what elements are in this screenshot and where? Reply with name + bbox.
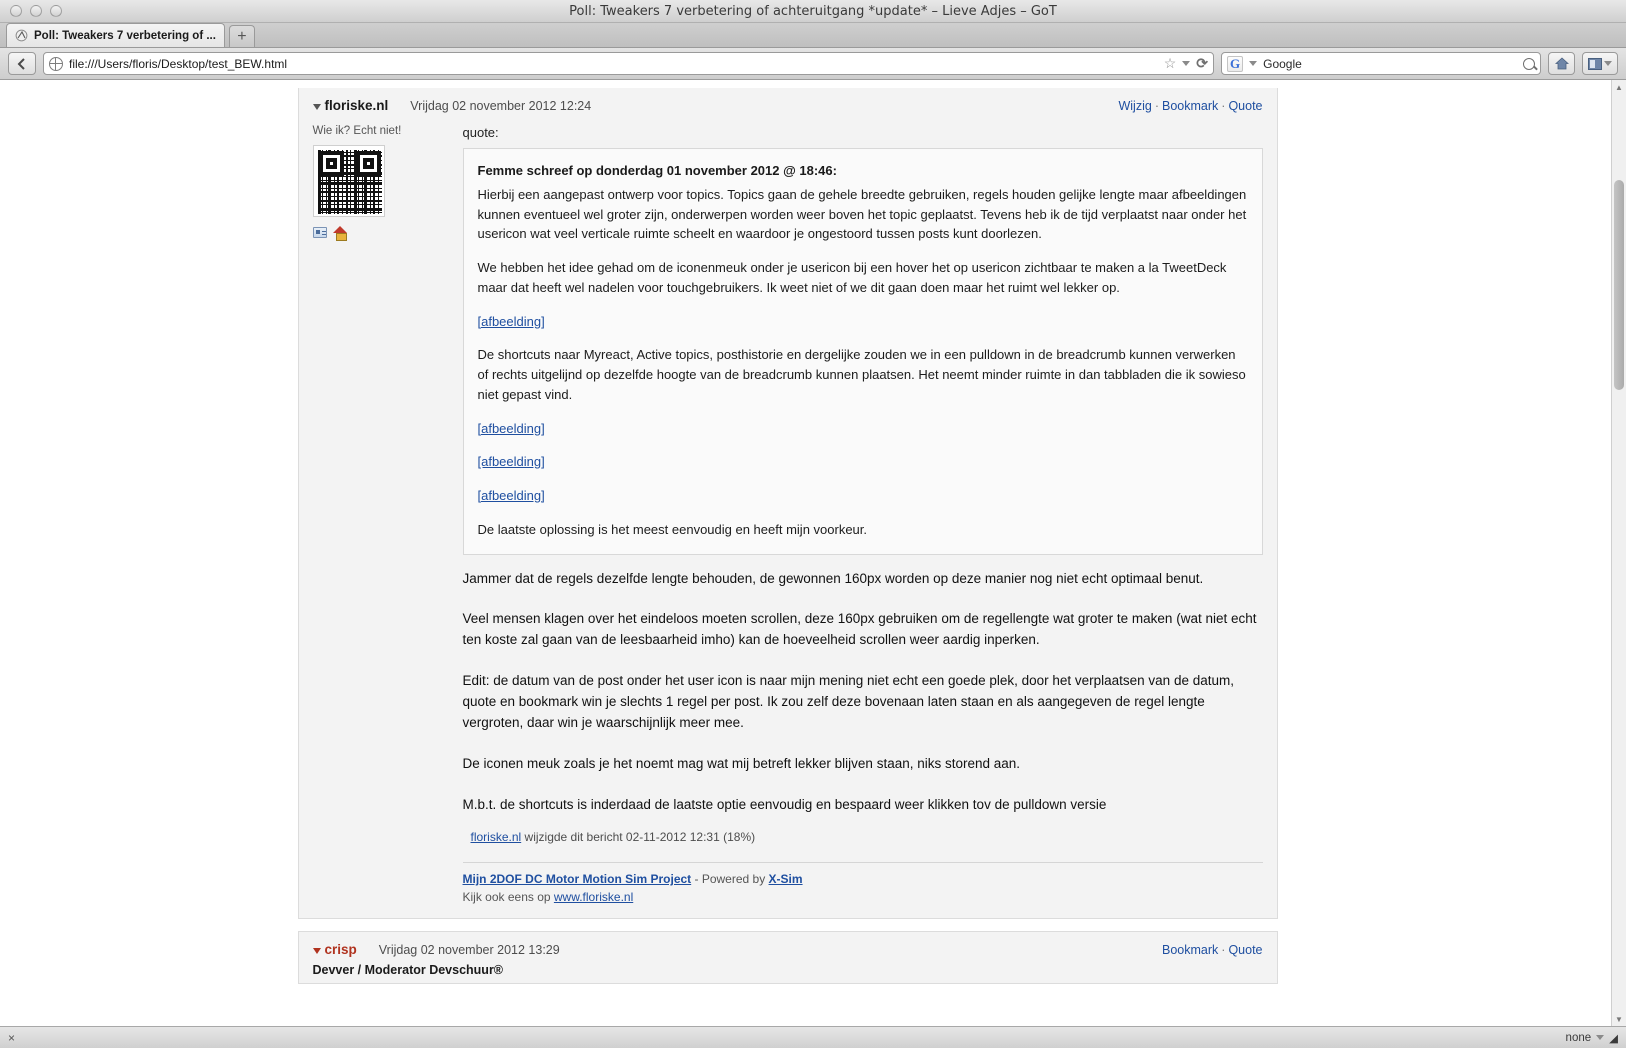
signature-site-text: Kijk ook eens op [462, 889, 554, 904]
edit-note-author-link[interactable]: floriske.nl [470, 829, 522, 844]
new-tab-button[interactable]: + [229, 25, 255, 47]
quote-block [463, 148, 1263, 555]
image-placeholder-link[interactable]: [afbeelding] [477, 488, 545, 503]
navigation-toolbar [0, 48, 1626, 80]
page-content-area [0, 80, 1626, 1026]
chevron-down-icon[interactable] [1182, 61, 1190, 66]
image-placeholder-link[interactable]: [afbeelding] [477, 420, 545, 436]
bookmark-star-icon[interactable]: ☆ [1163, 55, 1177, 71]
scrollbar-thumb[interactable] [1614, 180, 1624, 390]
reader-toolbar-button[interactable] [1582, 52, 1618, 75]
post-author-name[interactable]: crisp [324, 941, 357, 957]
quote-paragraph: We hebben het idee gehad om de iconenmeuk onder je usericon bij een hover het op usericon zichtbaar te maken a la TweetDeck maar dat heeft wel nadelen voor touchgebruikers. Ik weet niet of we dit gaan doen maar het ruimt wel lekker op. [477, 260, 1227, 295]
user-tagline: Wie ik? Echt niet! [312, 125, 402, 137]
edit-note-text: wijzigde dit bericht 02-11-2012 12:31 (18%) [524, 829, 756, 844]
reload-icon[interactable]: ⟳ [1196, 55, 1208, 71]
post-content-column [463, 125, 1263, 906]
toolbar-chevron-icon[interactable] [1604, 61, 1612, 66]
search-bar[interactable] [1221, 52, 1541, 75]
user-signature [463, 862, 1263, 906]
signature-site-link[interactable]: www.floriske.nl [553, 889, 634, 904]
post-paragraph: Jammer dat de regels dezelfde lengte behouden, de gewonnen 160px worden op deze manier nog niet echt optimaal benut. [462, 570, 1204, 586]
back-button[interactable] [8, 52, 36, 75]
post-paragraph: M.b.t. de shortcuts is inderdaad de laatste optie eenvoudig en bespaard weer klikken tov de pulldown versie [462, 796, 1107, 812]
post-actions [1162, 943, 1263, 957]
collapse-triangle-icon[interactable] [313, 104, 321, 110]
post-author-name[interactable]: floriske.nl [324, 98, 389, 113]
window-title: Poll: Tweakers 7 verbetering of achteruitgang *update* – Lieve Adjes – GoT [569, 3, 1057, 19]
signature-line-1 [463, 870, 1263, 888]
post-header [313, 942, 1263, 959]
scroll-down-arrow-icon[interactable]: ▼ [1615, 1014, 1623, 1024]
zoom-level-label: none [1565, 1031, 1592, 1044]
image-placeholder-link[interactable]: [afbeelding] [477, 313, 545, 329]
quote-post-link[interactable]: Quote [1228, 942, 1263, 957]
signature-powered-link[interactable]: X-Sim [768, 871, 803, 886]
profile-card-icon[interactable] [313, 227, 327, 238]
status-bar-right [1566, 1031, 1618, 1045]
address-bar[interactable] [43, 52, 1214, 75]
quote-paragraph: De laatste oplossing is het meest eenvoudig en heeft mijn voorkeur. [477, 521, 868, 537]
collapse-triangle-icon[interactable] [313, 948, 321, 954]
web-page [0, 80, 1611, 1026]
site-identity-icon [49, 57, 63, 71]
post-header [313, 98, 1263, 115]
avatar[interactable] [313, 145, 385, 217]
bookmark-post-link[interactable]: Bookmark [1161, 99, 1219, 113]
tab-title: Poll: Tweakers 7 verbetering of ... [34, 29, 216, 42]
user-icon-row [313, 226, 445, 239]
signature-line-2 [463, 888, 1263, 906]
post [298, 88, 1278, 919]
image-placeholder-link[interactable]: [afbeelding] [477, 454, 545, 470]
post-date: Vrijdag 02 november 2012 12:24 [410, 99, 592, 113]
zoom-window-button[interactable] [50, 5, 62, 17]
edit-note [471, 830, 1263, 844]
post-user-column [313, 125, 445, 906]
post-paragraph: Veel mensen klagen over het eindeloos moeten scrollen, deze 160px gebruiken om de regellengte wat groter te maken (wat niet echt ten koste zal gaan van de leesbaarheid imho) kan de hoeveelheid scrollen weer aardig inperken. [462, 611, 1257, 648]
minimize-window-button[interactable] [30, 5, 42, 17]
zoom-chevron-icon[interactable] [1596, 1035, 1604, 1040]
signature-powered-text: - Powered by [691, 871, 769, 886]
post [298, 931, 1278, 984]
signature-project-link[interactable]: Mijn 2DOF DC Motor Motion Sim Project [462, 871, 692, 886]
google-logo-icon: G [1227, 56, 1243, 72]
action-separator: · [1154, 99, 1159, 113]
search-input[interactable]: Google [1263, 56, 1302, 71]
tab-bar [0, 23, 1626, 48]
window-titlebar [0, 0, 1626, 23]
post-paragraph: Edit: de datum van de post onder het user icon is naar mijn mening niet echt een goede plek, door het verplaatsen van de datum, quote en bookmark win je slechts 1 regel per post. Ik zou zelf deze bovenaan laten staan en als aangegeven de regel lengte vergroten, daar win je waarschijnlijk meer mee. [462, 673, 1234, 731]
page-vertical-scrollbar[interactable] [1611, 80, 1626, 1026]
address-bar-url: file:///Users/floris/Desktop/test_BEW.html [69, 56, 288, 71]
search-icon[interactable] [1523, 58, 1535, 70]
status-bar [0, 1026, 1626, 1048]
post-date: Vrijdag 02 november 2012 13:29 [378, 942, 560, 957]
scroll-up-arrow-icon[interactable]: ▲ [1615, 82, 1623, 92]
quote-author: Femme schreef op donderdag 01 november 2012 @ 18:46: [477, 163, 837, 178]
post-body [313, 125, 1263, 906]
post-author-role: Devver / Moderator Devschuur® [312, 962, 504, 977]
close-window-button[interactable] [10, 5, 22, 17]
qr-code-image [318, 150, 382, 214]
post-paragraph: De iconen meuk zoals je het noemt mag wat mij betreft lekker blijven staan, niks storend aan. [462, 756, 1021, 772]
action-separator: · [1221, 942, 1226, 957]
search-engine-chevron-icon[interactable] [1249, 61, 1257, 66]
quote-paragraph: Hierbij een aangepast ontwerp voor topics. Topics gaan de gehele breedte gebruiken, regels houden gelijke lengte maar afbeeldingen kunnen eventueel wel groter zijn, onderwerpen worden weer boven het topic geplaatst. Tevens heb ik de tijd verplaatst naar onder het usericon wat veel verticale ruimte scheelt en waardoor je ongestoord tussen posts kunt doorlezen. [477, 186, 1247, 242]
post-message [463, 569, 1263, 816]
window-controls [10, 5, 62, 17]
resize-grip-icon[interactable]: ◢ [1609, 1032, 1618, 1045]
quote-post-link[interactable]: Quote [1228, 99, 1263, 113]
post-list [298, 88, 1278, 984]
edit-post-link[interactable]: Wijzig [1118, 99, 1152, 113]
page-favicon-icon [15, 29, 28, 42]
bookmark-post-link[interactable]: Bookmark [1161, 942, 1219, 957]
post-actions [1118, 99, 1262, 113]
home-button[interactable] [1548, 52, 1575, 75]
quote-paragraph: De shortcuts naar Myreact, Active topics, posthistorie en dergelijke zouden we in een pulldown in de breadcrumb kunnen verwerken of rechts uitgelijnd op dezelfde hoogte van de breadcrumb kunnen plaatsen. Het neemt minder ruimte in dan tabbladen die ik sowieso niet gepast vind. [477, 347, 1246, 402]
quote-label: quote: [462, 125, 499, 140]
tab-active[interactable] [6, 23, 225, 47]
homepage-icon[interactable] [333, 226, 348, 239]
action-separator: · [1221, 99, 1226, 113]
close-bar-icon[interactable]: × [8, 1030, 16, 1045]
